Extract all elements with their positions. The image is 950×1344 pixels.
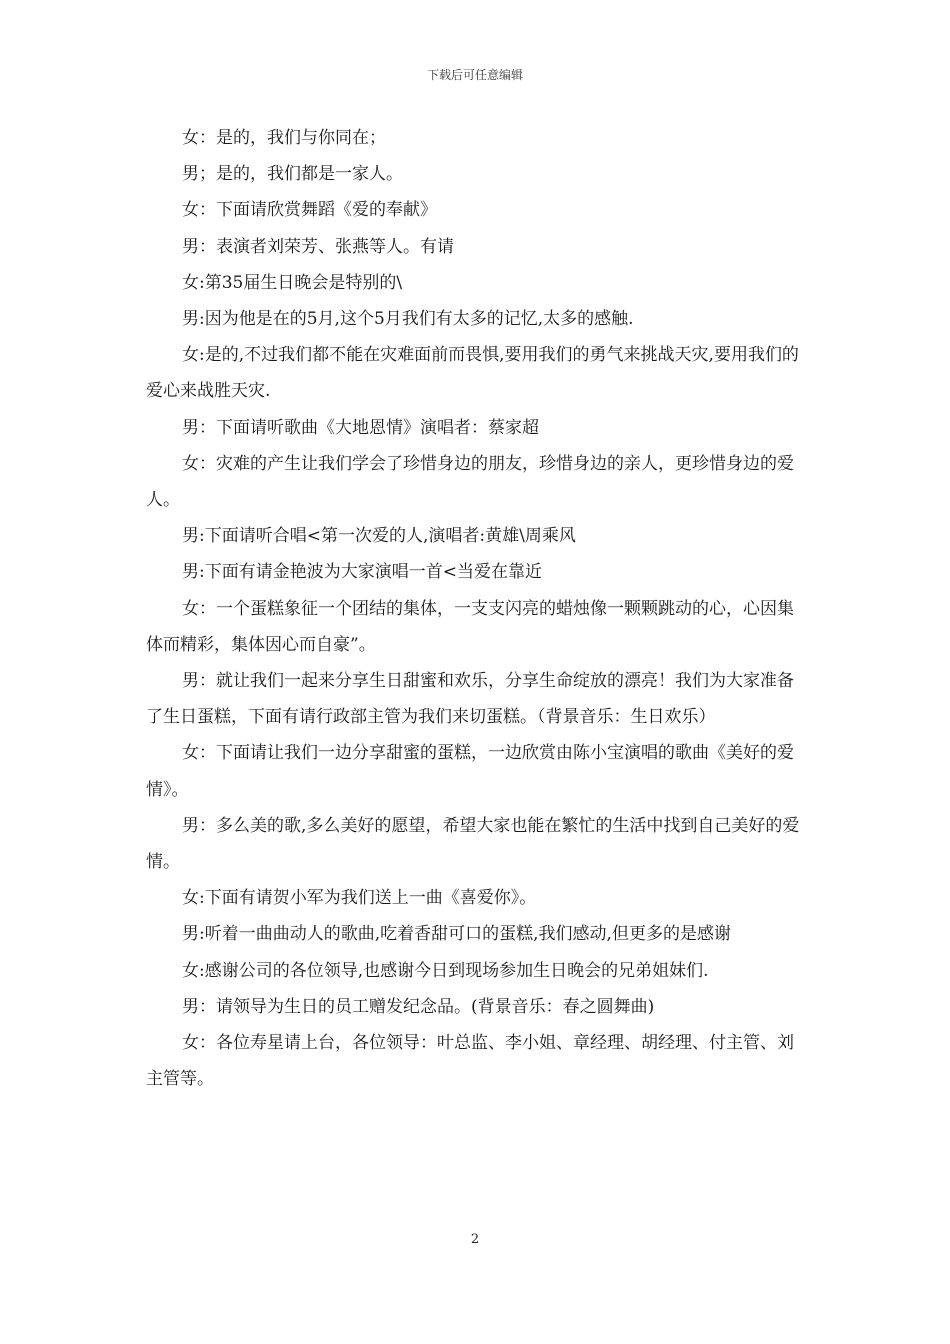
dialogue-paragraph: 女:感谢公司的各位领导,也感谢今日到现场参加生日晚会的兄弟姐妹们. bbox=[182, 960, 709, 981]
dialogue-paragraph: 男：就让我们一起来分享生日甜蜜和欢乐，分享生命绽放的漂亮！我们为大家准备了生日蛋糕，下面有请行政部主管为我们来切蛋糕。（背景音乐：生日欢乐） bbox=[146, 671, 794, 728]
dialogue-paragraph: 女:第35届生日晚会是特别的\ bbox=[182, 272, 403, 293]
dialogue-paragraph: 男:下面有请金艳波为大家演唱一首<当爱在靠近 bbox=[182, 562, 542, 583]
dialogue-paragraph: 男：下面请听歌曲《大地恩情》演唱者：蔡家超 bbox=[182, 417, 539, 438]
dialogue-paragraph: 男：表演者刘荣芳、张燕等人。有请 bbox=[182, 236, 454, 257]
dialogue-paragraph: 女：一个蛋糕象征一个团结的集体，一支支闪亮的蜡烛像一颗颗跳动的心，心因集体而精彩，集体因心而自豪”。 bbox=[146, 598, 794, 655]
dialogue-paragraph: 女:下面有请贺小军为我们送上一曲《喜爱你》。 bbox=[182, 888, 537, 909]
dialogue-paragraph: 女:是的,不过我们都不能在灾难面前而畏惧,要用我们的勇气来挑战天灾,要用我们的爱心来战胜天灾. bbox=[146, 345, 799, 402]
dialogue-paragraph: 男：请领导为生日的员工赠发纪念品。(背景音乐：春之圆舞曲) bbox=[182, 996, 655, 1017]
dialogue-paragraph: 男:听着一曲曲动人的歌曲,吃着香甜可口的蛋糕,我们感动,但更多的是感谢 bbox=[182, 924, 731, 945]
document-body bbox=[146, 120, 810, 1097]
dialogue-paragraph: 女：下面请让我们一边分享甜蜜的蛋糕，一边欣赏由陈小宝演唱的歌曲《美好的爱情》。 bbox=[146, 743, 794, 800]
dialogue-paragraph: 女：下面请欣赏舞蹈《爱的奉献》 bbox=[182, 200, 437, 221]
dialogue-paragraph: 男:下面请听合唱<第一次爱的人,演唱者:黄雄\周乘风 bbox=[182, 526, 576, 547]
page-number: 2 bbox=[470, 1232, 480, 1247]
dialogue-paragraph: 女：灾难的产生让我们学会了珍惜身边的朋友，珍惜身边的亲人，更珍惜身边的爱人。 bbox=[146, 453, 794, 511]
dialogue-paragraph: 女：各位寿星请上台，各位领导：叶总监、李小姐、章经理、胡经理、付主管、刘主管等。 bbox=[146, 1033, 794, 1090]
page-header: 下载后可任意编辑 bbox=[426, 68, 523, 82]
dialogue-paragraph: 男：多么美的歌,多么美好的愿望，希望大家也能在繁忙的生活中找到自己美好的爱情。 bbox=[146, 815, 800, 873]
dialogue-paragraph: 男；是的，我们都是一家人。 bbox=[182, 164, 403, 185]
dialogue-paragraph: 女：是的，我们与你同在； bbox=[182, 128, 386, 148]
dialogue-paragraph: 男:因为他是在的5月,这个5月我们有太多的记忆,太多的感触. bbox=[182, 309, 634, 330]
